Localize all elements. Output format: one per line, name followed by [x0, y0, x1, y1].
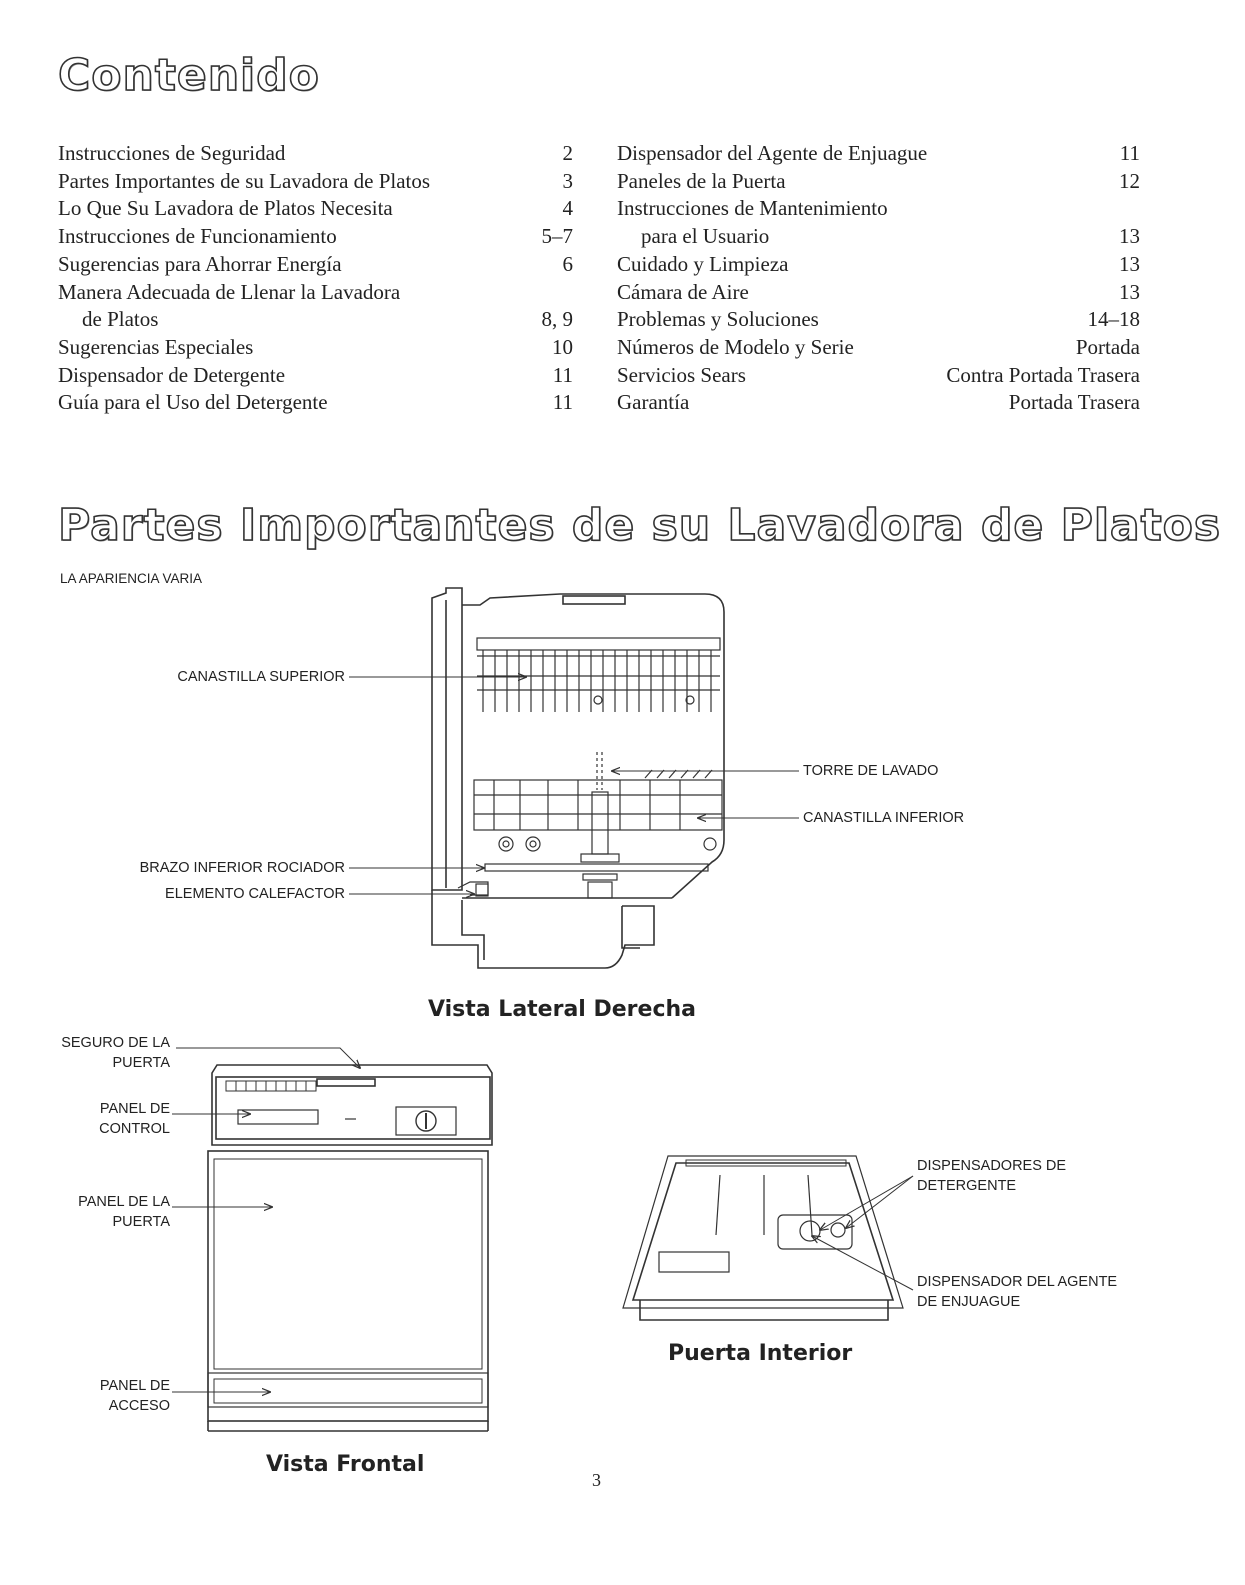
label-dispensadores-1: DISPENSADORES DE	[917, 1158, 1067, 1174]
label-canastilla-superior: CANASTILLA SUPERIOR	[177, 669, 345, 685]
toc-entry-page: 11	[1119, 141, 1140, 165]
toc-entry-page: 14–18	[1087, 307, 1140, 332]
toc-entry-page: 8, 9	[541, 307, 573, 332]
toc-entry-page: 5–7	[541, 224, 573, 249]
label-canastilla-inferior: CANASTILLA INFERIOR	[803, 810, 965, 826]
toc-entry-page: 11	[552, 390, 573, 415]
toc-entry-title: Sugerencias para Ahorrar Energía	[58, 251, 342, 276]
toc-entry-title: Garantía	[617, 390, 690, 415]
page-number: 3	[592, 1470, 601, 1490]
lower-rack	[458, 752, 722, 898]
toc-entry-page: 6	[562, 251, 573, 276]
interior-door-diagram	[623, 1156, 903, 1320]
label-panel-control-1: PANEL DE	[99, 1101, 170, 1117]
toc-entry-page: 11	[552, 362, 573, 387]
toc-entry-title: Dispensador del Agente de Enjuague	[617, 141, 928, 165]
side-view-leaders	[349, 677, 799, 894]
toc-entry-title: Números de Modelo y Serie	[617, 334, 854, 359]
upper-rack	[477, 638, 720, 712]
label-agente-enjuague-1: DISPENSADOR DEL AGENTE	[917, 1274, 1118, 1290]
toc-entry-page: 10	[552, 334, 573, 359]
toc-entry-page: Contra Portada Trasera	[946, 362, 1140, 387]
toc-entry-page: 13	[1119, 279, 1140, 304]
label-panel-puerta-2: PUERTA	[112, 1214, 170, 1230]
caption-puerta-interior: Puerta Interior	[668, 1341, 853, 1366]
toc-entry-title: Instrucciones de Mantenimiento	[617, 196, 888, 221]
label-seguro-puerta-1: SEGURO DE LA	[61, 1035, 170, 1051]
toc-entry-title: Guía para el Uso del Detergente	[58, 390, 328, 415]
toc-entry-title: Instrucciones de Seguridad	[58, 141, 286, 165]
toc-entry-title: Servicios Sears	[617, 362, 746, 387]
front-view-leaders	[172, 1048, 360, 1392]
label-elemento-calefactor: ELEMENTO CALEFACTOR	[165, 886, 345, 902]
toc-entry-title: Partes Importantes de su Lavadora de Platos	[58, 168, 431, 193]
toc-entry-page: 4	[562, 196, 573, 221]
caption-vista-lateral: Vista Lateral Derecha	[428, 997, 696, 1022]
appearance-note: LA APARIENCIA VARIA	[60, 571, 203, 586]
label-brazo-inferior-rociador: BRAZO INFERIOR ROCIADOR	[139, 860, 345, 876]
front-view-dishwasher	[208, 1065, 492, 1431]
toc-entry-page: Portada Trasera	[1008, 390, 1140, 415]
label-torre-de-lavado: TORRE DE LAVADO	[803, 763, 939, 779]
toc-entry-page: 13	[1119, 224, 1140, 249]
toc-entry-title: Problemas y Soluciones	[617, 307, 819, 332]
toc-entry-title: de Platos	[82, 307, 159, 332]
toc-entry-title: Lo Que Su Lavadora de Platos Necesita	[58, 196, 393, 221]
toc-entry-title: Cámara de Aire	[617, 279, 749, 304]
toc-entry-title: Dispensador de Detergente	[58, 362, 286, 387]
toc-entry-title: para el Usuario	[641, 224, 770, 249]
toc-entry-title: Paneles de la Puerta	[617, 168, 786, 193]
label-seguro-puerta-2: PUERTA	[112, 1055, 170, 1071]
toc-entry-title: Manera Adecuada de Llenar la Lavadora	[58, 279, 401, 304]
label-panel-puerta-1: PANEL DE LA	[78, 1194, 170, 1210]
caption-vista-frontal: Vista Frontal	[266, 1452, 425, 1477]
label-panel-control-2: CONTROL	[99, 1121, 170, 1137]
toc-entry-title: Instrucciones de Funcionamiento	[58, 224, 337, 249]
toc-entry-page: 12	[1119, 168, 1140, 193]
toc-entry-title: Cuidado y Limpieza	[617, 251, 789, 276]
toc-entry-page: 2	[562, 141, 573, 165]
label-dispensadores-2: DETERGENTE	[917, 1178, 1017, 1194]
toc-entry-page: 3	[562, 168, 573, 193]
toc-entry-page: 13	[1119, 251, 1140, 276]
toc-entry-page: Portada	[1075, 334, 1140, 359]
interior-leaders	[812, 1176, 913, 1290]
side-view-dishwasher	[432, 588, 724, 968]
toc-entry-title: Sugerencias Especiales	[58, 334, 254, 359]
contenido-title: Contenido	[58, 50, 320, 101]
partes-title: Partes Importantes de su Lavadora de Platos	[58, 500, 1222, 551]
label-panel-acceso-1: PANEL DE	[99, 1378, 170, 1394]
label-agente-enjuague-2: DE ENJUAGUE	[917, 1294, 1021, 1310]
label-panel-acceso-2: ACCESO	[108, 1398, 170, 1414]
